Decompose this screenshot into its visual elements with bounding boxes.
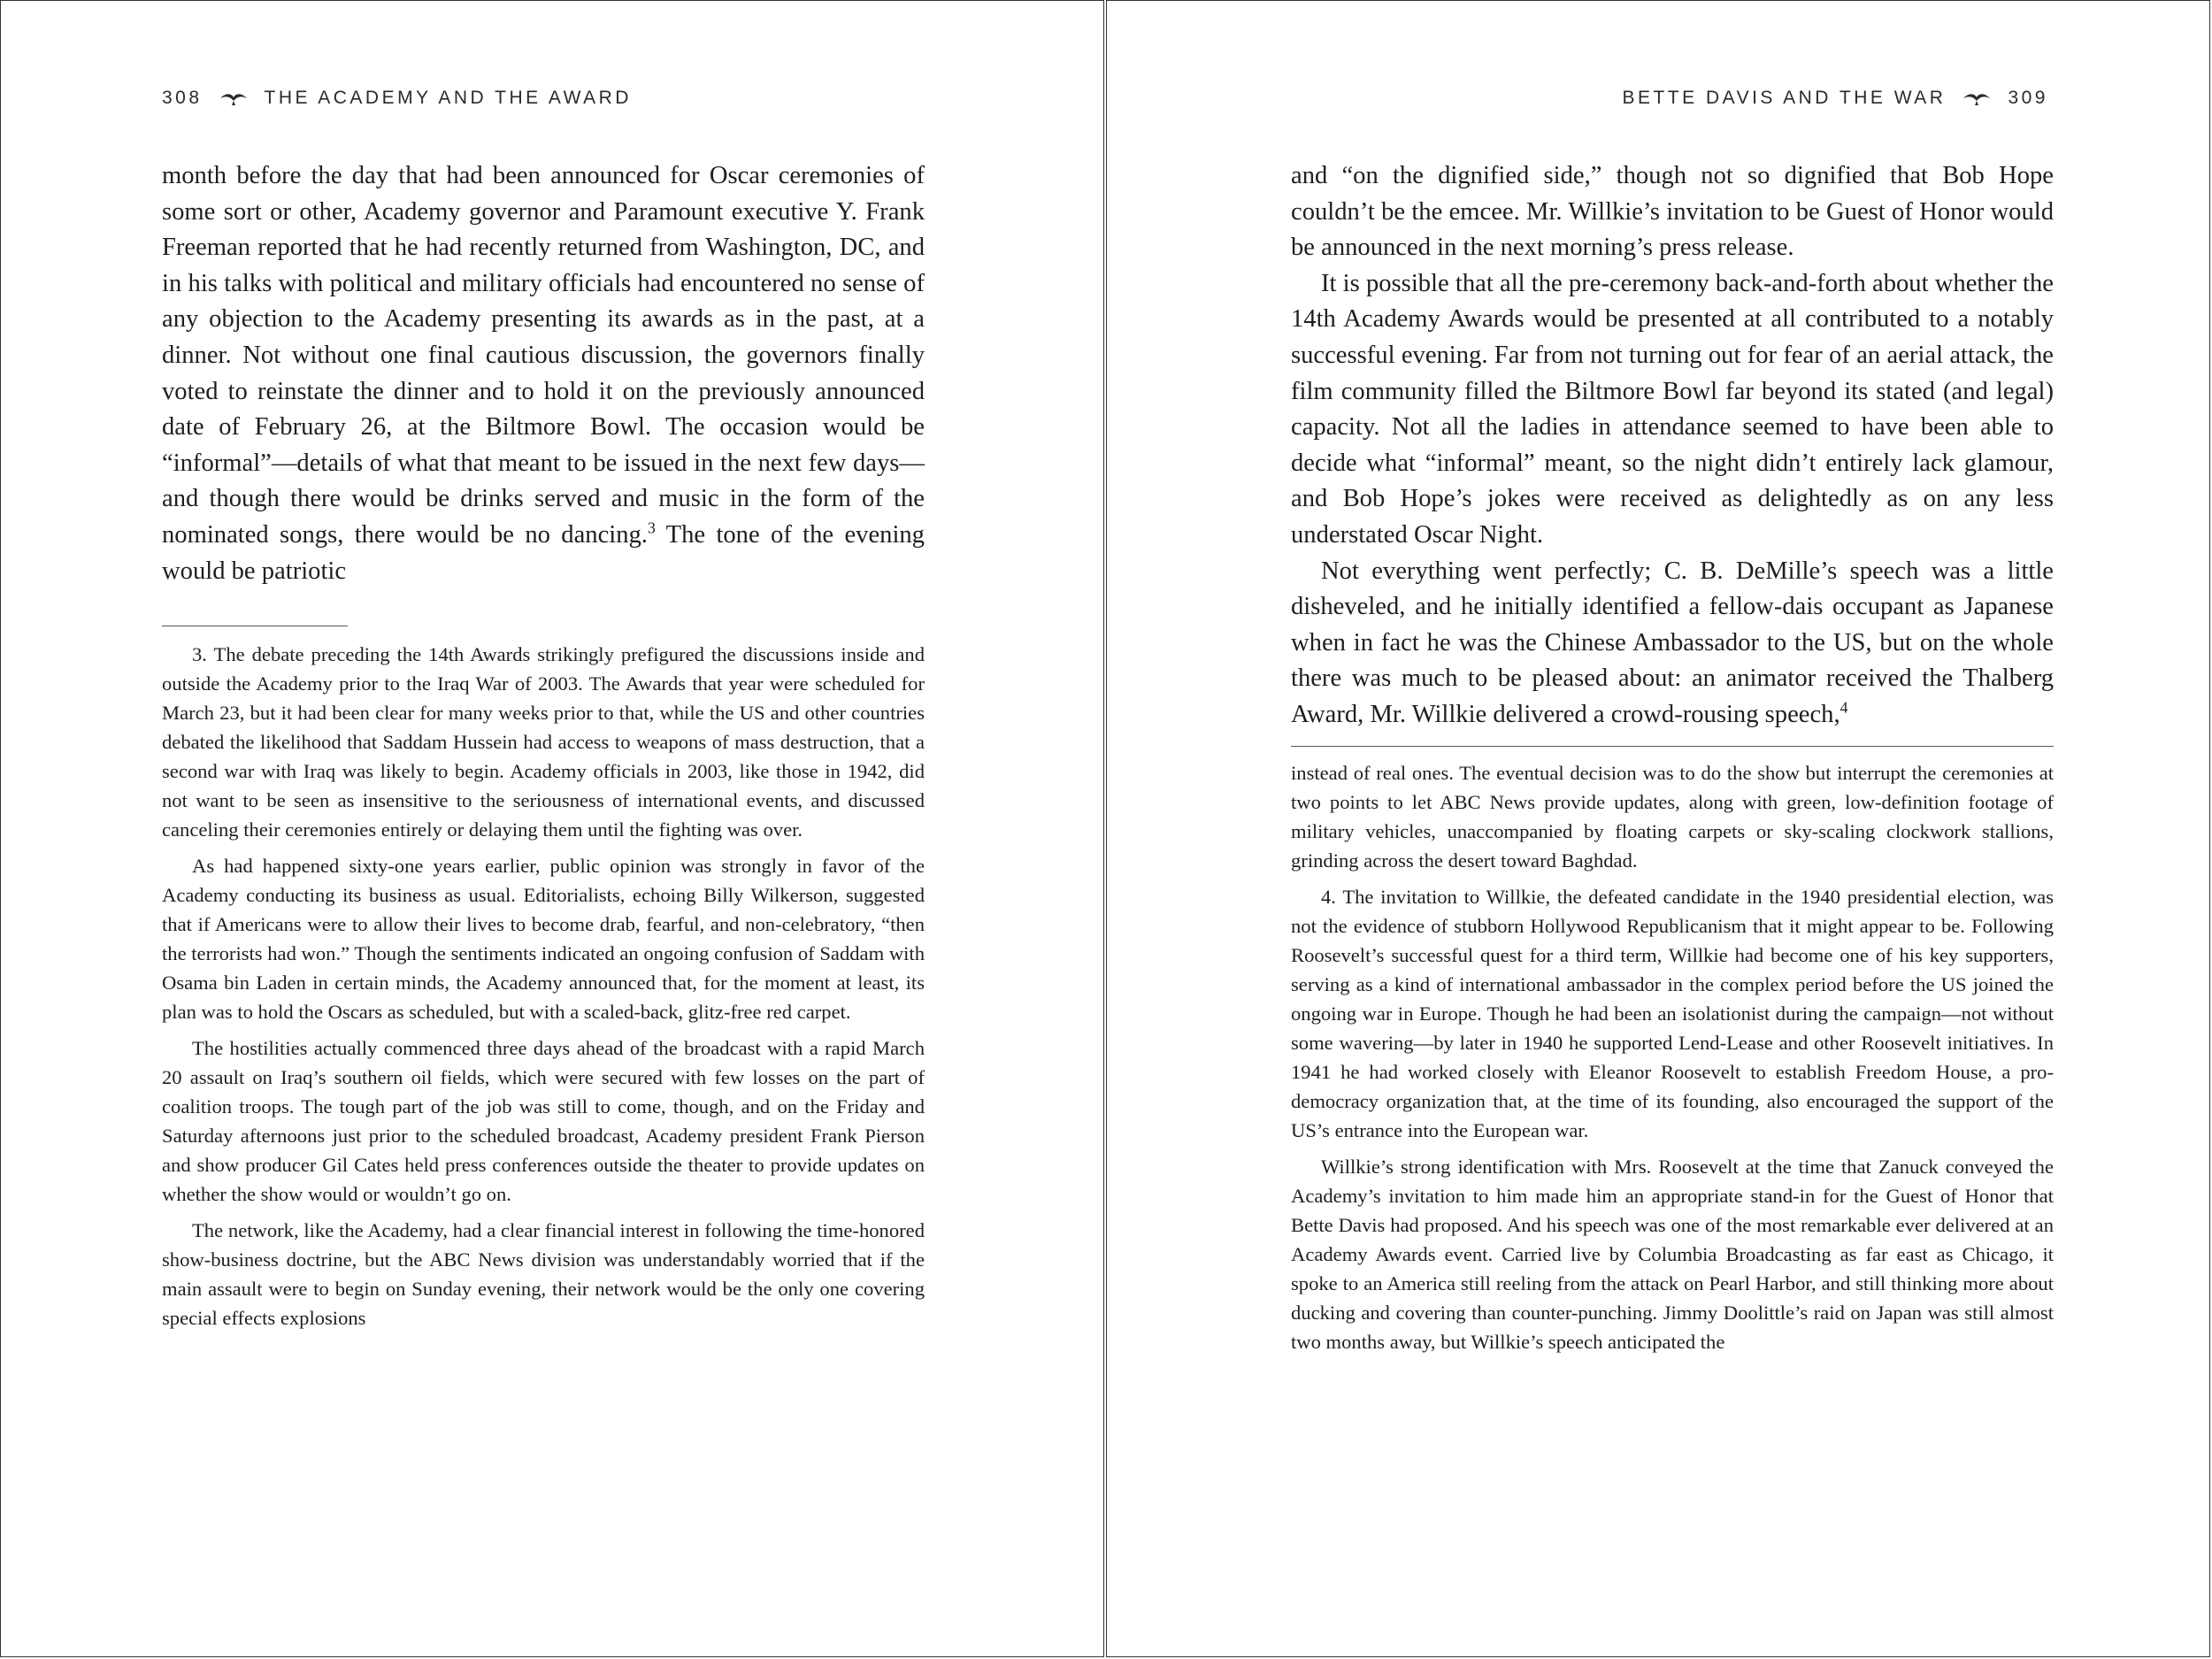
left-running-head [162, 88, 632, 109]
left-footnotes [162, 640, 925, 1340]
left-page-number: 308 [162, 88, 203, 108]
footnote-paragraph: The network, like the Academy, had a clear financial interest in following the time-honored show-business doctrine, but the ABC News division was understandably worried that if the main assault were to begin on Sunday evening, their network would be the only one covering special effects explosions [162, 1219, 925, 1329]
body-paragraph: It is possible that all the pre-ceremony back-and-forth about whether the 14th Academy Awards would be presented at all contributed to a notably successful evening. Far from not turning out for fear of an aerial attack, the film community filled the Biltmore Bowl far beyond its stated (and legal) capacity. Not all the ladies in attendance seemed to have been able to decide what “informal” meant, so the night didn’t entirely lack glamour, and Bob Hope’s jokes were received as delightedly as on any less understated Oscar Night. [1291, 269, 2054, 549]
right-running-head [1622, 88, 2048, 109]
footnote-paragraph: The hostilities actually commenced three days ahead of the broadcast with a rapid March 20 assault on Iraq’s southern oil fields, which were secured with few losses on the part of coalition troops. The tough part of the job was still to come, though, and on the Friday and Saturday afternoons just prior to the scheduled broadcast, Academy president Frank Pierson and show producer Gil Cates held press conferences outside the theater to provide updates on whether the show would or wouldn’t go on. [162, 1037, 925, 1205]
footnote-paragraph: As had happened sixty-one years earlier, public opinion was strongly in favor of the Academy conducting its business as usual. Editorialists, echoing Billy Wilkerson, suggested that if Americans were to allow their lives to become drab, fearful, and non-celebratory, “then the terrorists had won.” Though the sentiments indicated an ongoing confusion of Saddam with Osama bin Laden in certain minds, the Academy announced that, for the moment at least, its plan was to hold the Oscars as scheduled, but with a scaled-back, glitz-free red carpet. [162, 855, 925, 1023]
body-paragraph: and “on the dignified side,” though not so dignified that Bob Hope couldn’t be the emcee. Mr. Willkie’s invitation to be Guest of Honor would be announced in the next morning’s press release. [1291, 162, 2054, 262]
right-footnotes [1291, 758, 2054, 1363]
footnote-paragraph: Willkie’s strong identification with Mrs. Roosevelt at the time that Zanuck conveyed the Academy’s invitation to him made him an appropriate stand-in for the Guest of Honor that Bette Davis had proposed. And his speech was one of the most remarkable ever delivered at an Academy Awards event. Carried live by Columbia Broadcasting as far east as Chicago, it spoke to an America still reeling from the attack on Pearl Harbor, and still thinking more about ducking and covering than counter-punching. Jimmy Doolittle’s raid on Japan was still almost two months away, but Willkie’s speech anticipated the [1291, 1156, 2054, 1353]
left-page [0, 0, 1104, 1657]
footnote-paragraph: instead of real ones. The eventual decision was to do the show but interrupt the ceremonies at two points to let ABC News provide updates, along with green, low-definition footage of military vehicles, unaccompanied by floating carpets or sky-scaling clockwork stallions, grinding across the desert toward Baghdad. [1291, 762, 2054, 872]
footnote-paragraph: 3. The debate preceding the 14th Awards strikingly prefigured the discussions inside and outside the Academy prior to the Iraq War of 2003. The Awards that year were scheduled for March 23, but it had been clear for many weeks prior to that, while the US and other countries debated the likelihood that Saddam Hussein had access to weapons of mass destruction, that a second war with Iraq was likely to begin. Academy officials in 2003, like those in 1942, did not want to be seen as insensitive to the seriousness of international events, and discussed canceling their ceremonies entirely or delaying them until the fighting was over. [162, 643, 925, 841]
right-body-text [1291, 158, 2054, 733]
right-page [1106, 0, 2210, 1657]
bird-ornament-icon [1962, 90, 1992, 106]
footnote-ref: 3 [647, 518, 656, 537]
right-page-number: 309 [2008, 88, 2048, 108]
left-running-title: THE ACADEMY AND THE AWARD [264, 88, 632, 108]
body-paragraph: Not everything went perfectly; C. B. DeMille’s speech was a little disheveled, and he initially identified a fellow-dais occupant as Japanese when in fact he was the Chinese Ambassador to the US, but on the whole there was much to be pleased about: an animator received the Thalberg Award, Mr. Willkie delivered a crowd-rousing speech,$^4$ [1291, 557, 2054, 728]
bird-ornament-icon [219, 90, 249, 106]
footnote-paragraph: 4. The invitation to Willkie, the defeated candidate in the 1940 presidential election, was not the evidence of stubborn Hollywood Republicanism that it might appear to be. Following Roosevelt’s successful quest for a third term, Willkie had become one of his key supporters, serving as a kind of international ambassador in the complex period before the US joined the ongoing war in Europe. Though he had been an isolationist during the campaign—not without some wavering—by later in 1940 he supported Lend-Lease and other Roosevelt initiatives. In 1941 he had worked closely with Eleanor Roosevelt to establish Freedom House, a pro-democracy organization that, at the time of its founding, also encouraged the support of the US’s entrance into the European war. [1291, 886, 2054, 1141]
footnote-ref: 4 [1839, 698, 1848, 717]
body-paragraph: month before the day that had been announced for Oscar ceremonies of some sort or other, Academy governor and Paramount executive Y. Frank Freeman reported that he had recently returned from Washington, DC, and in his talks with political and military officials had encountered no sense of any objection to the Academy presenting its awards as in the past, at a dinner. Not without one final cautious discussion, the governors finally voted to reinstate the dinner and to hold it on the previously announced date of February 26, at the Biltmore Bowl. The occasion would be “informal”—details of what that meant to be issued in the next few days—and though there would be drinks served and music in the form of the nominated songs, there would be no dancing.$^3$ The tone of the evening would be patriotic [162, 162, 925, 585]
footnote-separator [1291, 746, 2054, 747]
right-running-title: BETTE DAVIS AND THE WAR [1622, 88, 1947, 108]
left-body-text [162, 158, 925, 589]
